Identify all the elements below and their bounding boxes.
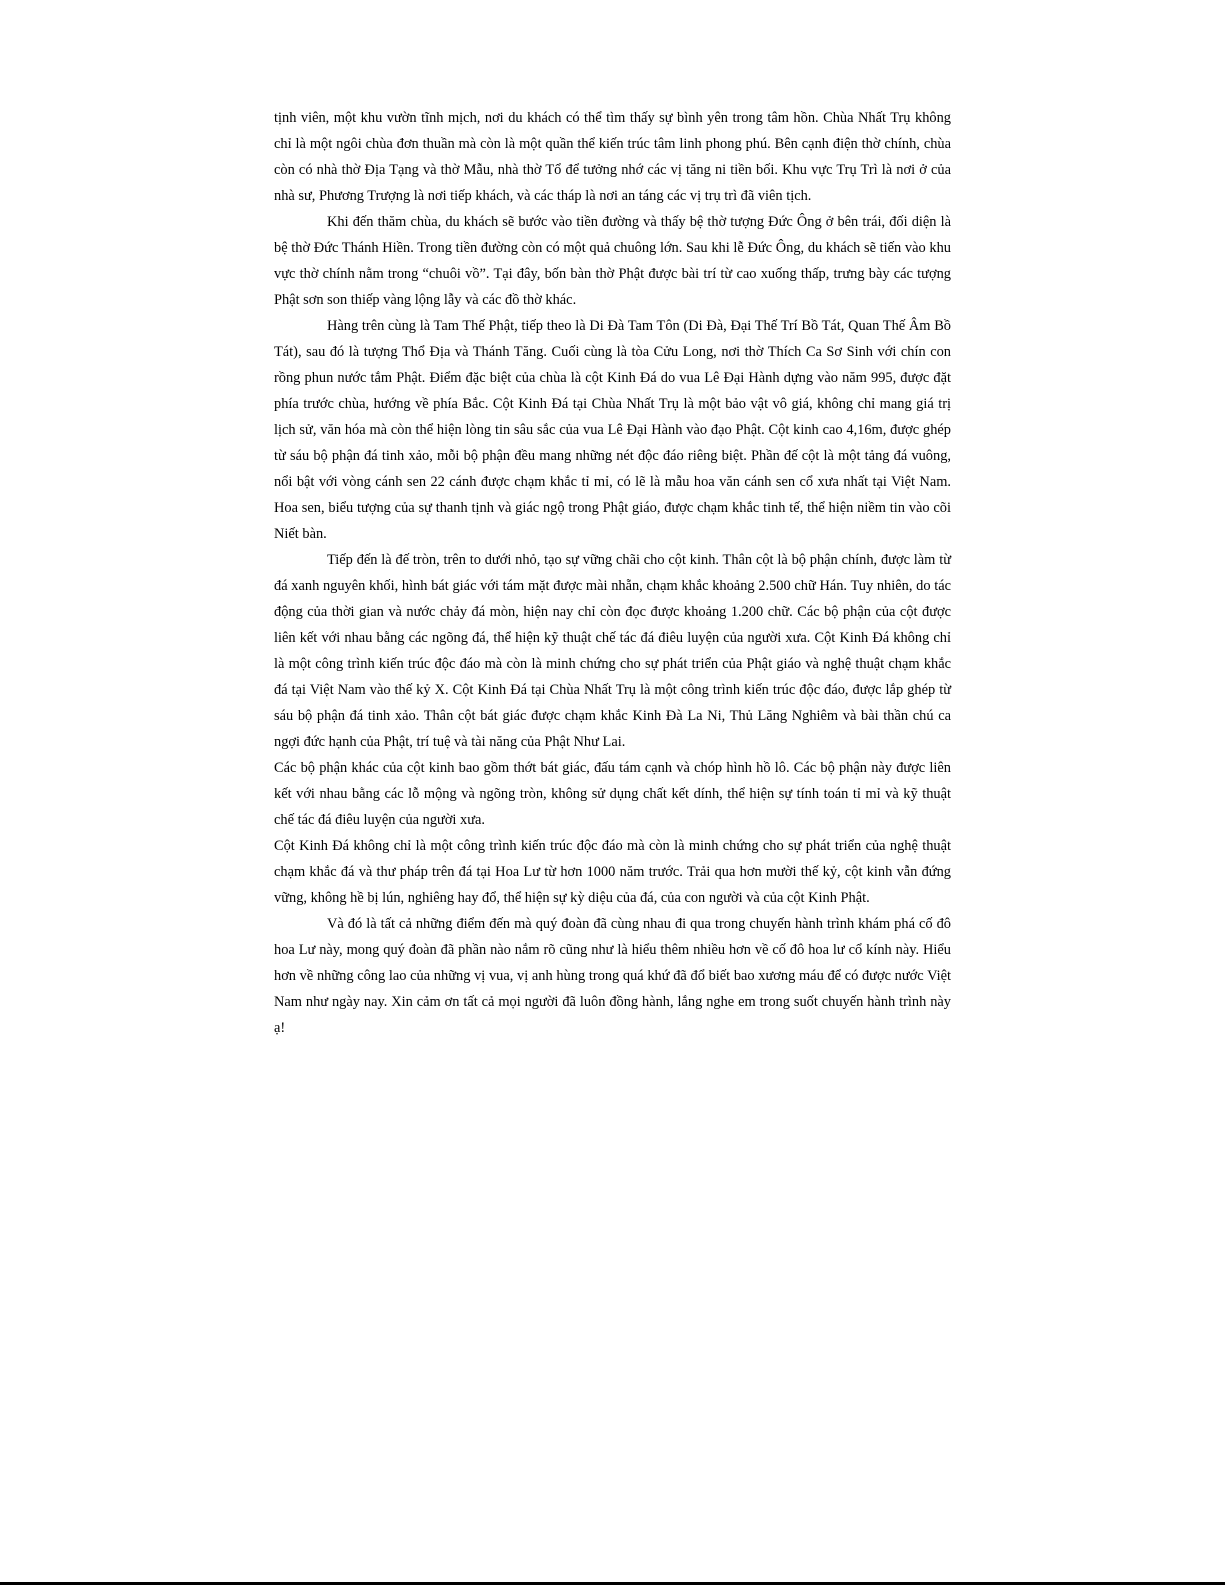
paragraph-pillar-significance: Cột Kinh Đá không chỉ là một công trình kiến trúc độc đáo mà còn là minh chứng cho sự phát triển của nghệ thuật chạm khắc đá và thư pháp trên đá tại Hoa Lư từ hơn 1000 năm trước. Trải qua hơn mười thế kỷ, cột kinh vẫn đứng vững, không hề bị lún, nghiêng hay đổ, thể hiện sự kỳ diệu của đá, của con người và của cột Kinh Phật.: [274, 838, 951, 906]
paragraph-pillar-body: Tiếp đến là đế tròn, trên to dưới nhỏ, tạo sự vững chãi cho cột kinh. Thân cột là bộ phận chính, được làm từ đá xanh nguyên khối, hình bát giác với tám mặt được mài nhẵn, chạm khắc khoảng 2.500 chữ Hán. Tuy nhiên, do tác động của thời gian và nước chảy đá mòn, hiện nay chỉ còn đọc được khoảng 1.200 chữ. Các bộ phận của cột được liên kết với nhau bằng các ngõng đá, thể hiện kỹ thuật chế tác đá điêu luyện của người xưa. Cột Kinh Đá không chỉ là một công trình kiến trúc độc đáo mà còn là minh chứng cho sự phát triển của Phật giáo và nghệ thuật chạm khắc đá tại Việt Nam vào thế kỷ X. Cột Kinh Đá tại Chùa Nhất Trụ là một công trình kiến trúc độc đáo, được lắp ghép từ sáu bộ phận đá tinh xảo. Thân cột bát giác được chạm khắc Kinh Đà La Ni, Thủ Lăng Nghiêm và bài thần chú ca ngợi đức hạnh của Phật, trí tuệ và tài năng của Phật Như Lai.: [274, 552, 951, 750]
paragraph-pagoda-complex: tịnh viên, một khu vườn tĩnh mịch, nơi du khách có thể tìm thấy sự bình yên trong tâm hồn. Chùa Nhất Trụ không chỉ là một ngôi chùa đơn thuần mà còn là một quần thể kiến trúc tâm linh phong phú. Bên cạnh điện thờ chính, chùa còn có nhà thờ Địa Tạng và thờ Mẫu, nhà thờ Tổ để tưởng nhớ các vị tăng ni tiền bối. Khu vực Trụ Trì là nơi ở của nhà sư, Phương Trượng là nơi tiếp khách, và các tháp là nơi an táng các vị trụ trì đã viên tịch.: [274, 110, 951, 204]
paragraph-pillar-parts: Các bộ phận khác của cột kinh bao gồm thớt bát giác, đấu tám cạnh và chóp hình hồ lô. Các bộ phận này được liên kết với nhau bằng các lỗ mộng và ngõng tròn, không sử dụng chất kết dính, thể hiện sự tính toán tỉ mỉ và kỹ thuật chế tác đá điêu luyện của người xưa.: [274, 760, 951, 828]
document-body: [274, 105, 951, 1041]
paragraph-closing: Và đó là tất cả những điểm đến mà quý đoàn đã cùng nhau đi qua trong chuyến hành trình khám phá cố đô hoa Lư này, mong quý đoàn đã phần nào nắm rõ cũng như là hiểu thêm nhiều hơn về cố đô hoa lư cổ kính này. Hiểu hơn về những công lao của những vị vua, vị anh hùng trong quá khứ đã đổ biết bao xương máu để có được nước Việt Nam như ngày nay. Xin cảm ơn tất cả mọi người đã luôn đồng hành, lắng nghe em trong suốt chuyến hành trình này ạ!: [274, 916, 951, 1036]
paragraph-altars-and-pillar: Hàng trên cùng là Tam Thế Phật, tiếp theo là Di Đà Tam Tôn (Di Đà, Đại Thế Trí Bồ Tát, Quan Thế Âm Bồ Tát), sau đó là tượng Thổ Địa và Thánh Tăng. Cuối cùng là tòa Cửu Long, nơi thờ Thích Ca Sơ Sinh với chín con rồng phun nước tắm Phật. Điểm đặc biệt của chùa là cột Kinh Đá do vua Lê Đại Hành dựng vào năm 995, được đặt phía trước chùa, hướng về phía Bắc. Cột Kinh Đá tại Chùa Nhất Trụ là một bảo vật vô giá, không chỉ mang giá trị lịch sử, văn hóa mà còn thể hiện lòng tin sâu sắc của vua Lê Đại Hành vào đạo Phật. Cột kinh cao 4,16m, được ghép từ sáu bộ phận đá tinh xảo, mỗi bộ phận đều mang những nét độc đáo riêng biệt. Phần đế cột là một tảng đá vuông, nổi bật với vòng cánh sen 22 cánh được chạm khắc tỉ mỉ, có lẽ là mẫu hoa văn cánh sen cổ xưa nhất tại Việt Nam. Hoa sen, biểu tượng của sự thanh tịnh và giác ngộ trong Phật giáo, được chạm khắc tinh tế, thể hiện niềm tin vào cõi Niết bàn.: [274, 318, 951, 542]
paragraph-front-hall: Khi đến thăm chùa, du khách sẽ bước vào tiền đường và thấy bệ thờ tượng Đức Ông ở bên trái, đối diện là bệ thờ Đức Thánh Hiền. Trong tiền đường còn có một quả chuông lớn. Sau khi lễ Đức Ông, du khách sẽ tiến vào khu vực thờ chính nằm trong “chuôi vồ”. Tại đây, bốn bàn thờ Phật được bài trí từ cao xuống thấp, trưng bày các tượng Phật sơn son thiếp vàng lộng lẫy và các đồ thờ khác.: [274, 214, 951, 308]
